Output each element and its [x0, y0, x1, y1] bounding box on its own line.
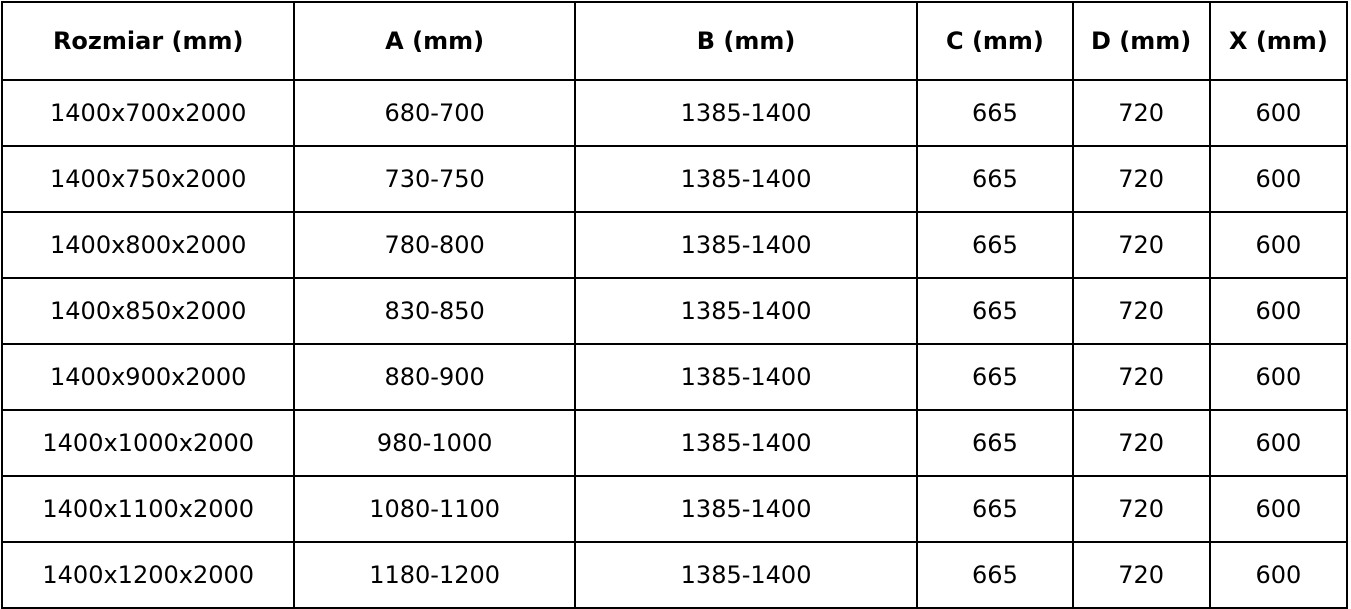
column-header-x: X (mm) [1210, 2, 1347, 80]
cell-size: 1400x1100x2000 [2, 476, 294, 542]
cell-a: 680-700 [294, 80, 574, 146]
spec-table-container [0, 1, 1351, 588]
cell-x: 600 [1210, 278, 1347, 344]
cell-c: 665 [917, 344, 1072, 410]
cell-x: 600 [1210, 212, 1347, 278]
cell-size: 1400x700x2000 [2, 80, 294, 146]
column-header-size: Rozmiar (mm) [2, 2, 294, 80]
cell-c: 665 [917, 80, 1072, 146]
cell-a: 880-900 [294, 344, 574, 410]
table-row [2, 278, 1347, 344]
table-row [2, 80, 1347, 146]
table-row [2, 476, 1347, 542]
column-header-c: C (mm) [917, 2, 1072, 80]
cell-b: 1385-1400 [575, 278, 918, 344]
cell-c: 665 [917, 476, 1072, 542]
cell-size: 1400x1000x2000 [2, 410, 294, 476]
cell-a: 830-850 [294, 278, 574, 344]
cell-a: 730-750 [294, 146, 574, 212]
cell-size: 1400x1200x2000 [2, 542, 294, 608]
cell-b: 1385-1400 [575, 146, 918, 212]
cell-c: 665 [917, 410, 1072, 476]
cell-c: 665 [917, 146, 1072, 212]
cell-d: 720 [1073, 410, 1210, 476]
cell-d: 720 [1073, 80, 1210, 146]
cell-a: 1080-1100 [294, 476, 574, 542]
cell-size: 1400x900x2000 [2, 344, 294, 410]
cell-b: 1385-1400 [575, 542, 918, 608]
cell-d: 720 [1073, 212, 1210, 278]
table-row [2, 212, 1347, 278]
column-header-a: A (mm) [294, 2, 574, 80]
cell-d: 720 [1073, 278, 1210, 344]
cell-x: 600 [1210, 542, 1347, 608]
table-body [2, 80, 1347, 608]
cell-x: 600 [1210, 146, 1347, 212]
cell-x: 600 [1210, 410, 1347, 476]
cell-c: 665 [917, 542, 1072, 608]
cell-x: 600 [1210, 476, 1347, 542]
cell-size: 1400x750x2000 [2, 146, 294, 212]
cell-d: 720 [1073, 146, 1210, 212]
cell-a: 1180-1200 [294, 542, 574, 608]
cell-d: 720 [1073, 476, 1210, 542]
cell-size: 1400x800x2000 [2, 212, 294, 278]
cell-b: 1385-1400 [575, 344, 918, 410]
table-row [2, 542, 1347, 608]
table-header-row [2, 2, 1347, 80]
table-header [2, 2, 1347, 80]
cell-a: 980-1000 [294, 410, 574, 476]
cell-b: 1385-1400 [575, 80, 918, 146]
table-row [2, 146, 1347, 212]
table-row [2, 410, 1347, 476]
table-row [2, 344, 1347, 410]
cell-a: 780-800 [294, 212, 574, 278]
column-header-d: D (mm) [1073, 2, 1210, 80]
cell-b: 1385-1400 [575, 410, 918, 476]
cell-c: 665 [917, 212, 1072, 278]
cell-x: 600 [1210, 344, 1347, 410]
cell-b: 1385-1400 [575, 212, 918, 278]
column-header-b: B (mm) [575, 2, 918, 80]
cell-b: 1385-1400 [575, 476, 918, 542]
cell-d: 720 [1073, 344, 1210, 410]
cell-c: 665 [917, 278, 1072, 344]
cell-x: 600 [1210, 80, 1347, 146]
cell-d: 720 [1073, 542, 1210, 608]
dimensions-table [1, 1, 1348, 609]
cell-size: 1400x850x2000 [2, 278, 294, 344]
